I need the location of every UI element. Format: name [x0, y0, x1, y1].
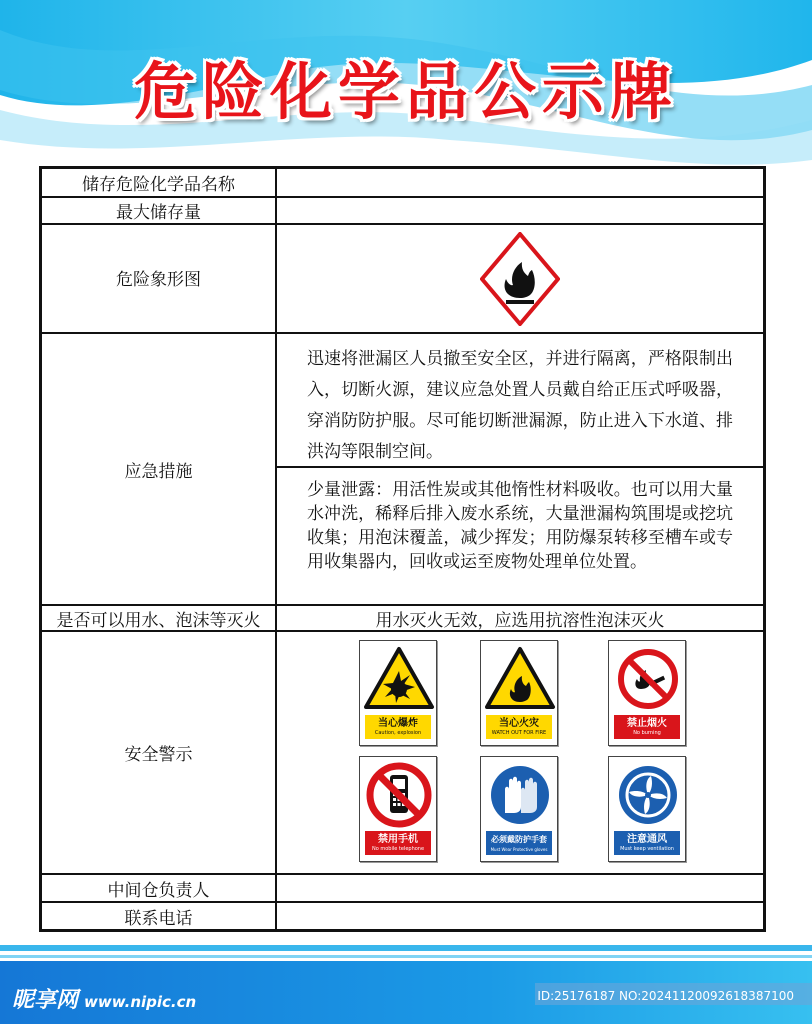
value-manager [277, 875, 763, 901]
sign-explosion-caption [365, 715, 431, 739]
label-phone: 联系电话 [42, 903, 277, 929]
sign-ventilation-cn: 注意通风 [627, 833, 667, 845]
ventilation-icon [609, 757, 687, 837]
sign-no-fire-cn: 禁止烟火 [627, 717, 667, 729]
flammable-pictogram-icon [480, 232, 560, 326]
label-pictogram: 危险象形图 [42, 225, 277, 332]
sign-no-fire-caption [614, 715, 680, 739]
row-emergency [42, 334, 763, 606]
sign-gloves-caption [486, 831, 552, 855]
sign-explosion [359, 640, 437, 746]
emergency-divider [277, 466, 763, 468]
footer-banner [0, 945, 812, 1024]
fire-warning-icon [481, 641, 559, 721]
emergency-text-2: 少量泄露：用活性炭或其他惰性材料吸收。也可以用大量水冲洗，稀释后排入废水系统，大量泄漏构筑围堤或挖坑收集；用泡沫覆盖，减少挥发；用防爆泵转移至槽车或专用收集器内，回收或运至废物处理单位处置。 [307, 480, 733, 572]
sign-ventilation-en: Must keep ventilation [620, 845, 674, 852]
label-emergency: 应急措施 [42, 334, 277, 604]
label-max-storage: 最大储存量 [42, 198, 277, 223]
value-fire-extinguish: 用水灭火无效，应选用抗溶性泡沫灭火 [375, 610, 665, 631]
sign-gloves-cn: 必须戴防护手套 [491, 834, 547, 844]
sign-fire-en: WATCH OUT FOR FIRE [491, 729, 547, 736]
sign-no-mobile-cn: 禁用手机 [378, 833, 418, 845]
label-manager: 中间仓负责人 [42, 875, 277, 901]
row-fire-extinguish [42, 606, 763, 632]
explosion-warning-icon [360, 641, 438, 721]
label-fire-extinguish: 是否可以用水、泡沫等灭火 [42, 606, 277, 630]
sign-no-mobile [359, 756, 437, 862]
value-chemical-name [277, 169, 763, 196]
row-chemical-name [42, 169, 763, 198]
brand-url: www.nipic.cn [84, 993, 197, 1011]
gloves-icon [481, 757, 559, 837]
no-mobile-phone-icon [360, 757, 438, 837]
brand-watermark [12, 983, 196, 1014]
value-max-storage [277, 198, 763, 223]
sign-ventilation-caption [614, 831, 680, 855]
pictogram-cell [277, 225, 763, 332]
sign-explosion-cn: 当心爆炸 [378, 717, 418, 729]
no-fire-icon [609, 641, 687, 721]
sign-gloves [480, 756, 558, 862]
sign-no-fire [608, 640, 686, 746]
row-pictogram [42, 225, 763, 334]
sign-fire-caption [486, 715, 552, 739]
label-chemical-name: 储存危险化学品名称 [42, 169, 277, 196]
sign-fire-cn: 当心火灾 [499, 717, 539, 729]
emergency-text-1: 迅速将泄漏区人员撤至安全区，并进行隔离，严格限制出入，切断火源，建议应急处置人员戴自给正压式呼吸器，穿消防防护服。尽可能切断泄漏源，防止进入下水道、排洪沟等限制空间。 [307, 349, 733, 462]
row-max-storage [42, 198, 763, 225]
sign-ventilation [608, 756, 686, 862]
info-table [39, 166, 766, 932]
sign-no-fire-en: No burning [633, 729, 661, 736]
sign-explosion-en: Caution, explosion [374, 729, 422, 736]
brand-name: 昵享网 [12, 988, 79, 1013]
safety-signs-cell [277, 632, 763, 873]
header-banner [0, 0, 812, 165]
row-safety-warning [42, 632, 763, 875]
image-id-text: ID:25176187 NO:20241120092618387100 [537, 989, 794, 1003]
sign-no-mobile-caption [365, 831, 431, 855]
label-safety-warning: 安全警示 [42, 632, 277, 873]
sign-no-mobile-en: No mobile telephone [371, 845, 425, 852]
row-phone [42, 903, 763, 929]
row-manager [42, 875, 763, 903]
sign-fire [480, 640, 558, 746]
sign-gloves-en: Must Wear Protective gloves [490, 846, 548, 852]
page-title: 危险化学品公示牌 [133, 55, 678, 128]
emergency-cell [277, 334, 763, 604]
value-phone [277, 903, 763, 929]
